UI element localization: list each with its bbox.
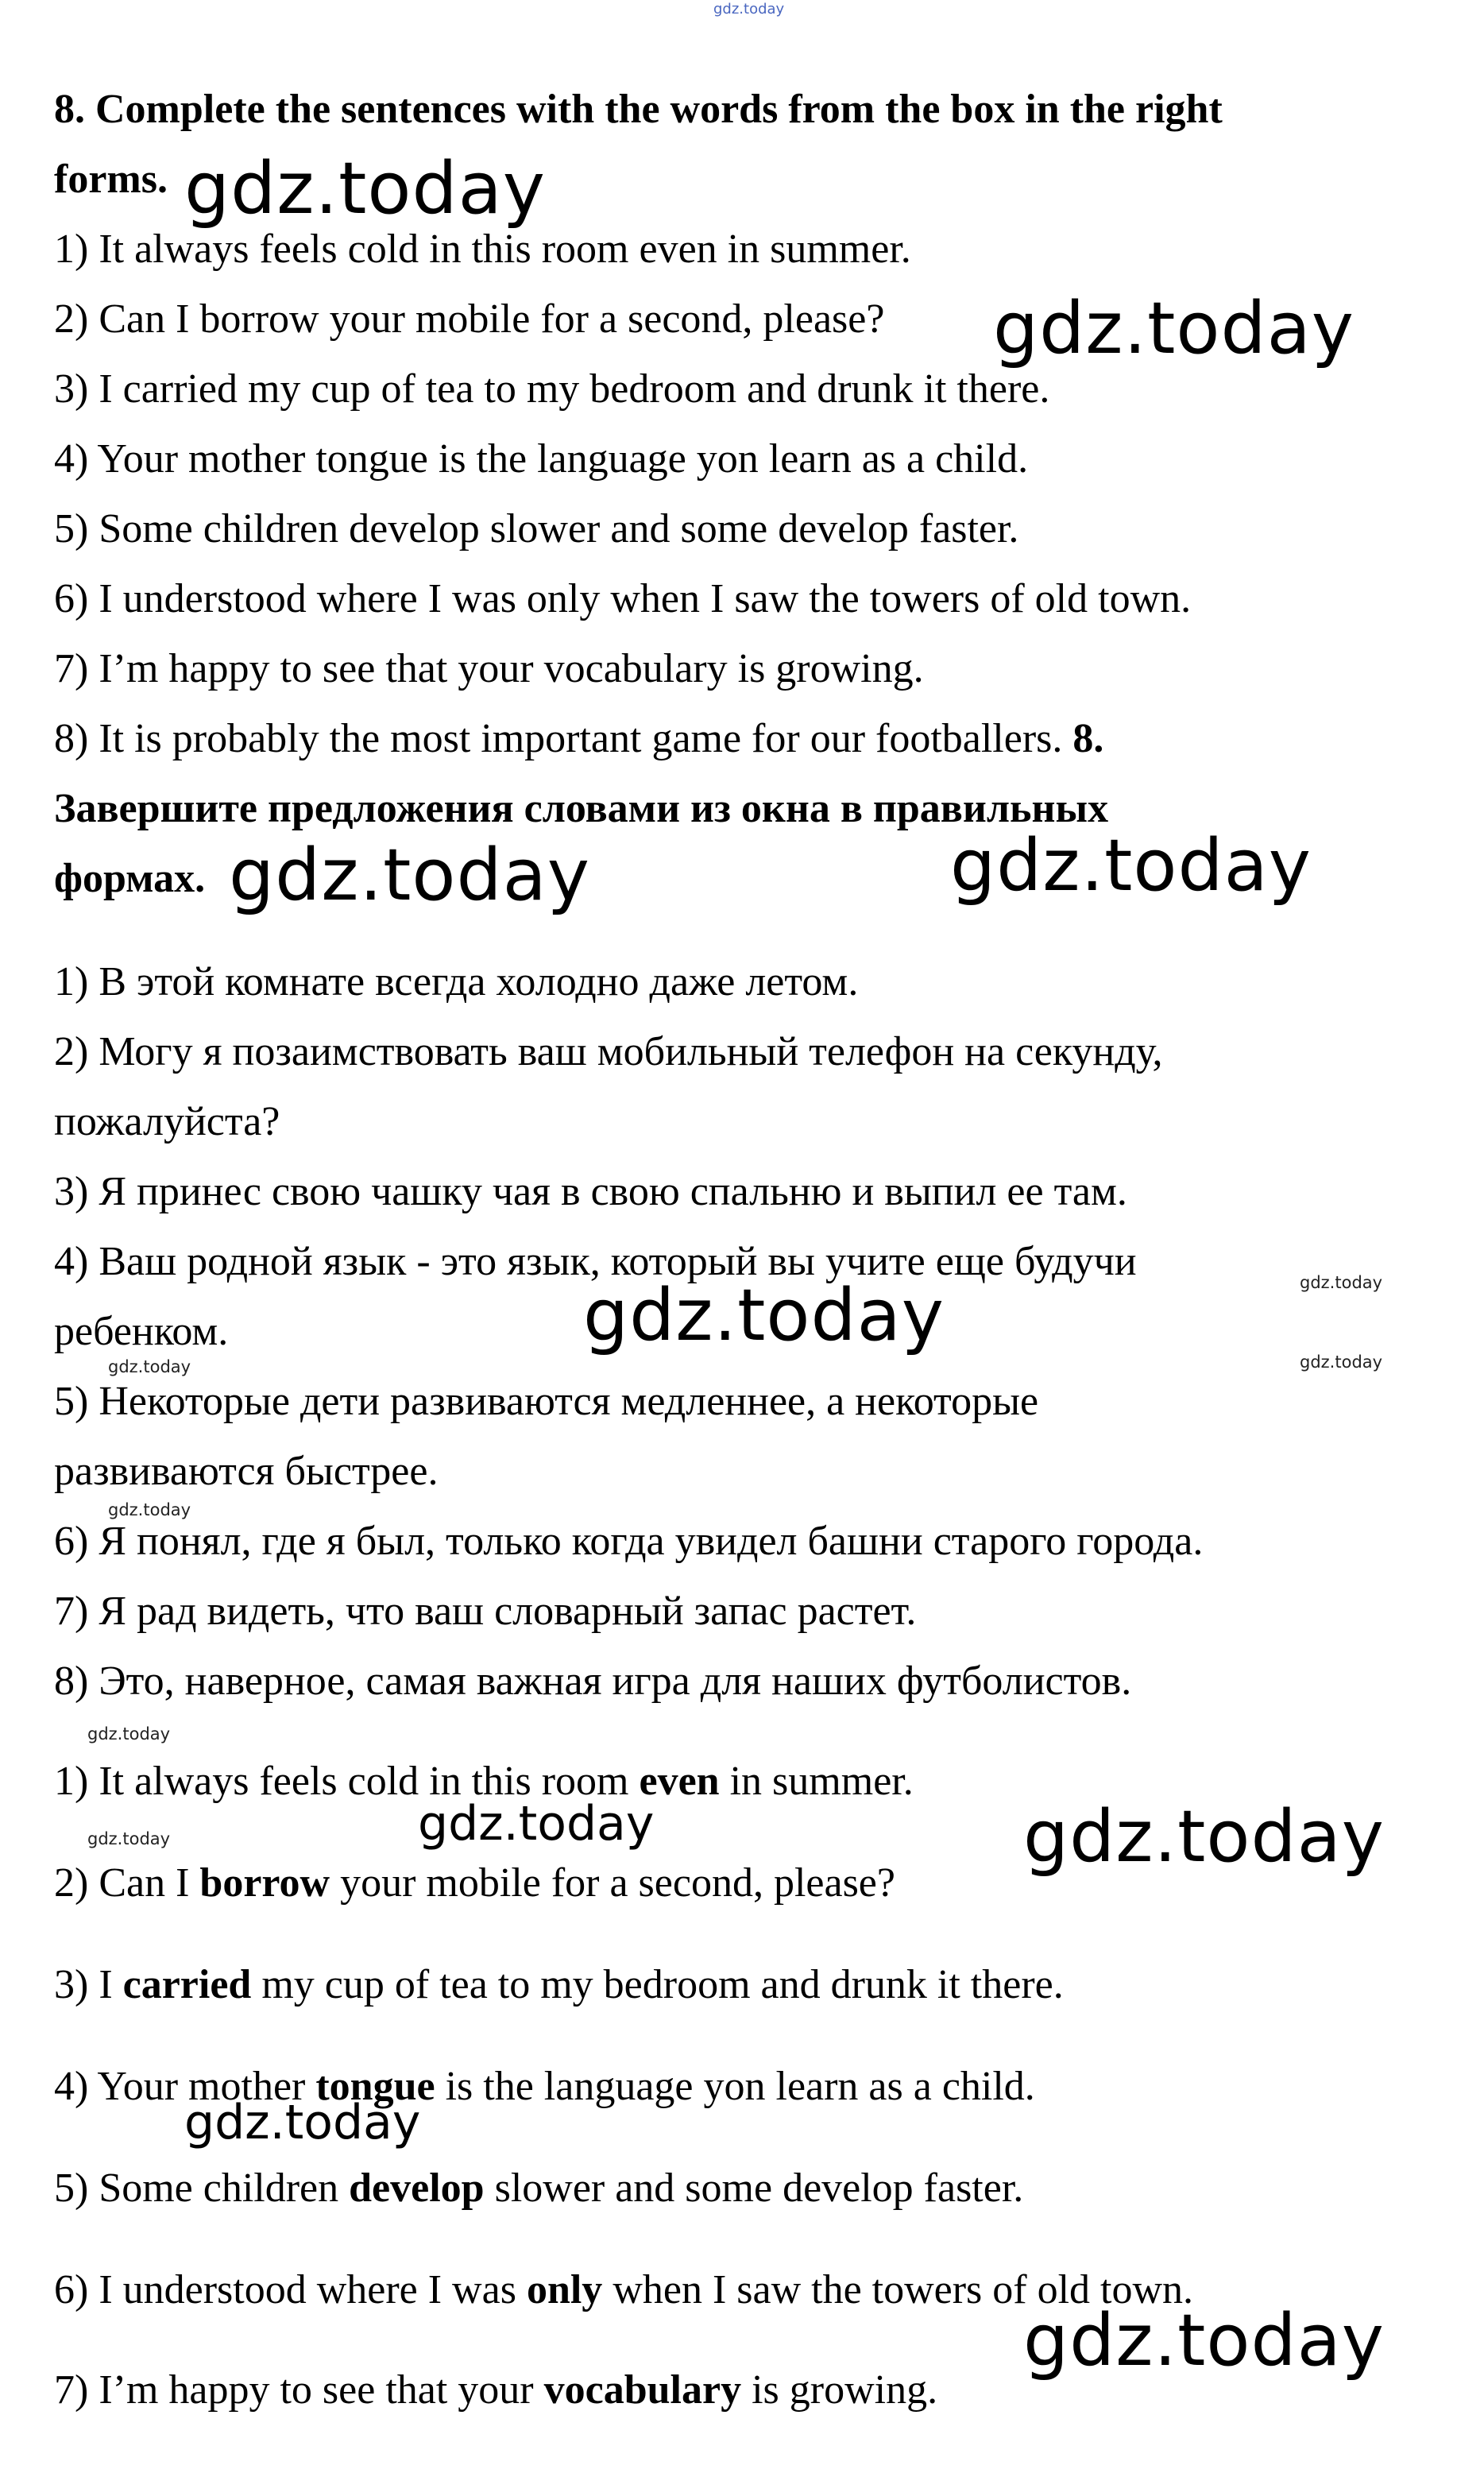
watermark-12: gdz.today: [418, 1796, 655, 1852]
ru-line-3: пожалуйста?: [54, 1099, 280, 1144]
answer-7-word: vocabulary: [543, 2367, 742, 2413]
answer-4-post: is the language yon learn as a child.: [435, 2064, 1035, 2109]
watermark-4: gdz.today: [950, 824, 1312, 908]
answer-6-word: only: [526, 2267, 603, 2312]
watermark-3: gdz.today: [229, 834, 591, 917]
answer-4-word: tongue: [315, 2064, 435, 2109]
answer-7: [54, 2365, 937, 2416]
ru-line-7: 5) Некоторые дети развиваются медленнее, а некоторые: [54, 1379, 1039, 1424]
ru-line-11: 8) Это, наверное, самая важная игра для наших футболистов.: [54, 1658, 1132, 1704]
task-title-line2: forms.: [54, 157, 168, 202]
task-title-line1: 8. Complete the sentences with the words from the box in the right: [54, 87, 1223, 132]
sentence-1: 1) It always feels cold in this room even in summer.: [54, 226, 911, 272]
answer-7-pre: 7) I’m happy to see that your: [54, 2367, 544, 2413]
answer-6-post: when I saw the towers of old town.: [602, 2267, 1194, 2312]
sentence-2: 2) Can I borrow your mobile for a second, please?: [54, 296, 885, 342]
answer-3: [54, 1960, 1064, 2011]
ru-line-9: 6) Я понял, где я был, только когда увидел башни старого города.: [54, 1519, 1204, 1564]
answer-6-pre: 6) I understood where I was: [54, 2267, 527, 2312]
sentence-7: 7) I’m happy to see that your vocabulary is growing.: [54, 646, 924, 691]
ru-line-2: 2) Могу я позаимствовать ваш мобильный телефон на секунду,: [54, 1029, 1163, 1074]
watermark-15: gdz.today: [1023, 2299, 1385, 2382]
answer-1-word: even: [639, 1759, 720, 1804]
watermark-8: gdz.today: [1300, 1353, 1383, 1372]
answer-2-post: your mobile for a second, please?: [330, 1860, 895, 1906]
sentence-5: 5) Some children develop slower and some develop faster.: [54, 506, 1019, 551]
answer-2-pre: 2) Can I: [54, 1860, 200, 1906]
watermark-6: gdz.today: [1300, 1273, 1383, 1292]
answer-2-word: borrow: [199, 1860, 330, 1906]
answer-3-post: my cup of tea to my bedroom and drunk it there.: [251, 1962, 1064, 2007]
watermark-2: gdz.today: [993, 287, 1355, 370]
answer-3-pre: 3) I: [54, 1962, 123, 2007]
watermark-9: gdz.today: [108, 1500, 191, 1519]
sentence-8-text: 8) It is probably the most important game for our footballers.: [54, 716, 1063, 761]
sentence-8: [54, 714, 1103, 764]
answer-2: [54, 1858, 895, 1909]
answer-5-post: slower and some develop faster.: [484, 2165, 1024, 2211]
sentence-4: 4) Your mother tongue is the language yon learn as a child.: [54, 436, 1029, 482]
ru-line-10: 7) Я рад видеть, что ваш словарный запас растет.: [54, 1589, 917, 1634]
answer-4-pre: 4) Your mother: [54, 2064, 316, 2109]
watermark-7: gdz.today: [108, 1357, 191, 1376]
watermark-10: gdz.today: [87, 1724, 171, 1743]
answer-7-post: is growing.: [741, 2367, 938, 2413]
ru-line-1: 1) В этой комнате всегда холодно даже летом.: [54, 959, 859, 1004]
watermark-11: gdz.today: [87, 1829, 171, 1848]
ru-line-8: развиваются быстрее.: [54, 1449, 439, 1494]
sentence-6: 6) I understood where I was only when I saw the towers of old town.: [54, 576, 1192, 621]
ru-line-5: 4) Ваш родной язык - это язык, который вы учите еще будучи: [54, 1239, 1137, 1284]
answer-6: [54, 2265, 1193, 2316]
ru-title-line1: Завершите предложения словами из окна в правильных: [54, 786, 1109, 831]
answer-1-post: in summer.: [719, 1759, 914, 1804]
watermark-14: gdz.today: [184, 2095, 421, 2150]
answer-5-pre: 5) Some children: [54, 2165, 350, 2211]
answer-5: [54, 2163, 1023, 2214]
sentence-3: 3) I carried my cup of tea to my bedroom and drunk it there.: [54, 366, 1050, 412]
ru-title-line2: формах.: [54, 856, 206, 901]
watermark-1: gdz.today: [184, 147, 547, 230]
ru-line-6: ребенком.: [54, 1309, 229, 1354]
answer-3-word: carried: [122, 1962, 252, 2007]
watermark-13: gdz.today: [1023, 1795, 1385, 1879]
answer-1-pre: 1) It always feels cold in this room: [54, 1759, 640, 1804]
answer-5-word: develop: [349, 2165, 485, 2211]
next-task-number: 8.: [1072, 716, 1104, 761]
watermark-top: gdz.today: [713, 1, 785, 17]
ru-line-4: 3) Я принес свою чашку чая в свою спальню и выпил ее там.: [54, 1169, 1127, 1214]
watermark-5: gdz.today: [583, 1274, 945, 1357]
